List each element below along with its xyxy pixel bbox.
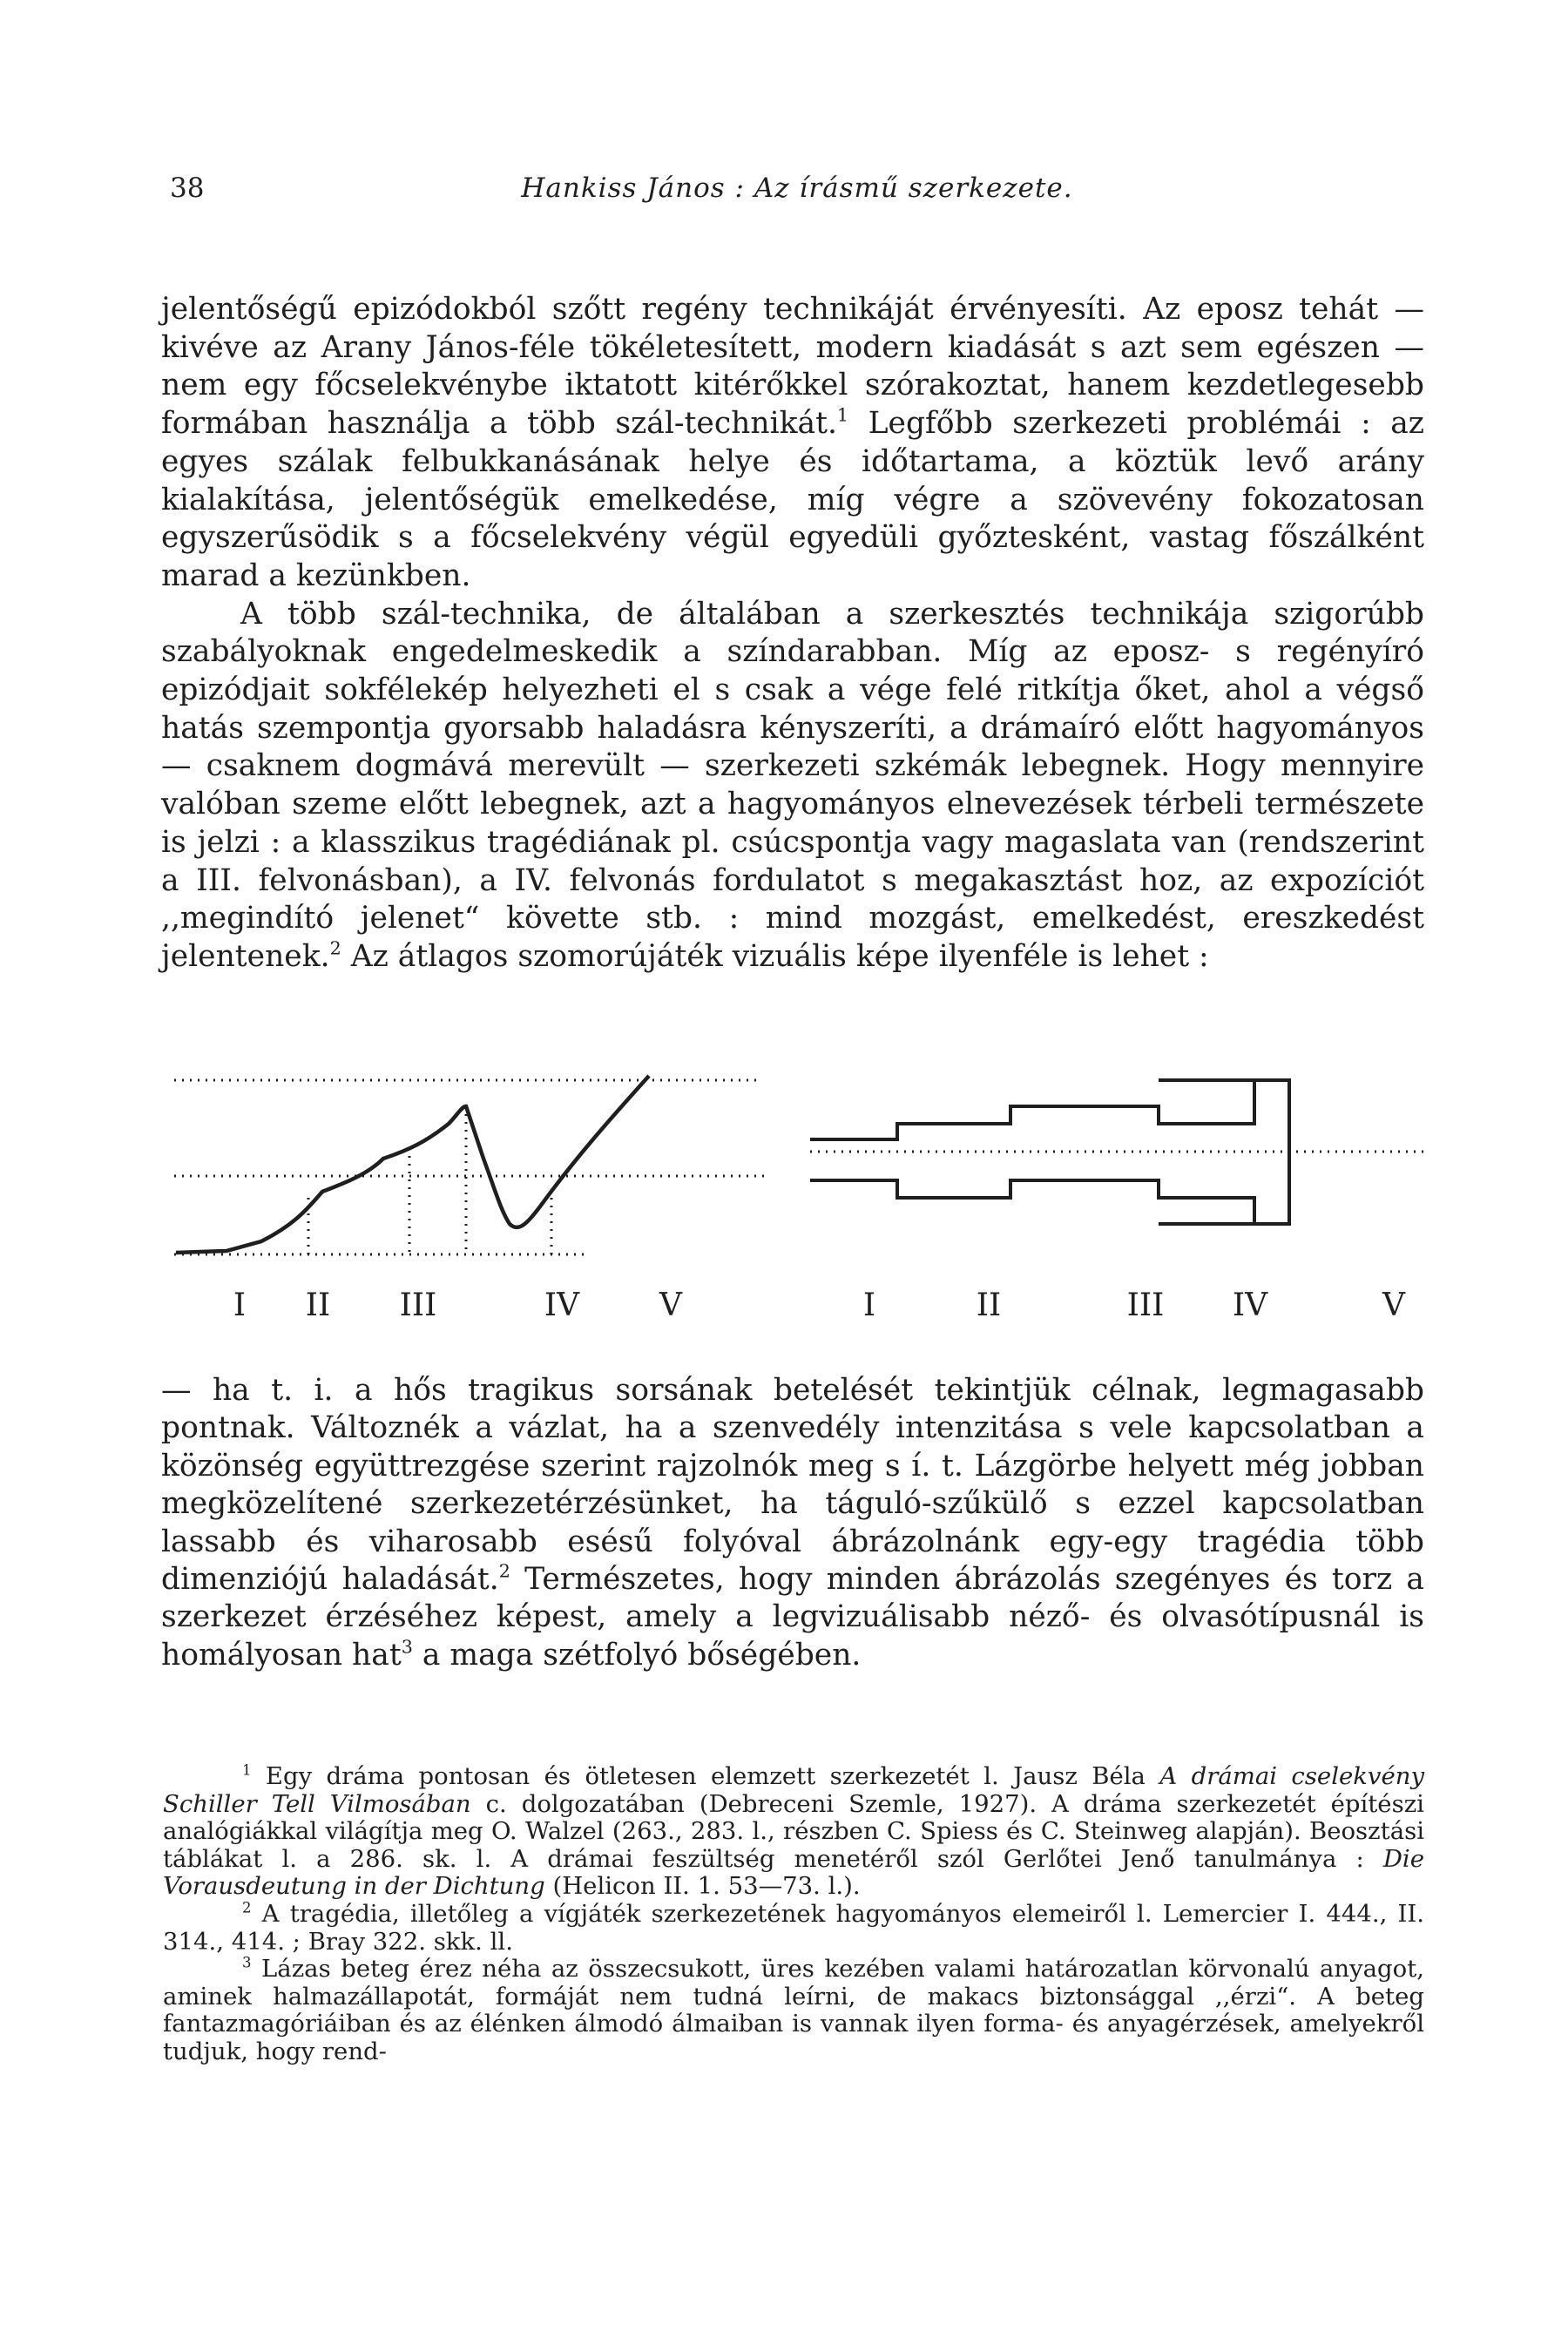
text-after-figure [161,1372,1424,1674]
label-right-2: II [976,1288,1002,1323]
footnote-3: $^3$ Lázas beteg érez néha az összecsukott, üres kezében valami határozatlan körvonalú anyagot, aminek halmazállapotát, formáját nem tudná leírni, de makacs biztonsággal ,,érzi“. A beteg fantazmagóriáiban és az élénken álmodó álmaiban is vannak ilyen forma- és anyagérzések, amelyekről tudjuk, hogy rend- [163,1954,1424,2065]
label-left-4: IV [544,1288,580,1323]
footnote-1: $^1$ Egy dráma pontosan és ötletesen elemzett szerkezetét l. Jausz Béla A drámai cselekvény Schiller Tell Vilmosában c. dolgozatában (Debreceni Szemle, 1927). A dráma szerkezetét építészi analógiákkal világítja meg O. Walzel (263., 283. l., részben C. Spiess és C. Steinweg alapján). Beosztási táblákat l. a 286. sk. l. A drámai feszültség menetéről szól Gerlőtei Jenő tanulmánya : Die Vorausdeutung in der Dichtung (Helicon II. 1. 53—73. l.). [163,1761,1424,1901]
main-text [161,291,1424,977]
footnote-ref-2: 2 [329,937,341,959]
running-head [170,172,1424,214]
footnotes [163,1763,1424,2066]
footnote-ref-1: 1 [836,404,849,426]
label-right-3: III [1126,1288,1165,1323]
tension-curve-diagram [174,1076,767,1254]
label-right-5: V [1382,1288,1405,1323]
page-number: 38 [170,172,205,204]
label-right-1: I [862,1288,876,1323]
paragraph-1: jelentőségű epizódokból szőtt regény technikáját érvényesíti. Az eposz tehát — kivéve az Arany János-féle tökéletesített, modern kiadását s azt sem egészen — nem egy főcselekvénybe iktatott kitérőkkel szórakoztat, hanem kezdetlegesebb formában használja a több szál-technikát.$^1$ Legfőbb szerkezeti problémái : az egyes szálak felbukkanásának helye és időtartama, a köztük levő arány kialakítása, jelentőségük emelkedése, míg végre a szövevény fokozatosan egyszerűsödik s a főcselekvény végül egyedüli győztesként, vastag főszálként marad a kezünkben. [161,292,1424,593]
footnote-ref-2b: 2 [498,1560,510,1582]
label-left-5: V [659,1288,682,1323]
footnote-2: $^2$ A tragédia, illetőleg a vígjáték szerkezetének hagyományos elemeiről l. Lemercier I. 444., II. 314., 414. ; Bray 322. skk. ll. [163,1899,1424,1956]
label-left-1: I [233,1288,247,1323]
label-left-2: II [305,1288,331,1323]
diagram-svg [157,1054,1429,1333]
paragraph-2: A több szál-technika, de általában a szerkesztés technikája szigorúbb szabályoknak engedelmeskedik a színdarabban. Míg az eposz- s regényíró epizódjait sokfélekép helyezheti el s csak a vége felé ritkítja őket, ahol a végső hatás szempontja gyorsabb haladásra kényszeríti, a drámaíró előtt hagyományos — csaknem dogmává merevült — szerkezeti szkémák lebegnek. Hogy mennyire valóban szeme előtt lebegnek, azt a hagyományos elnevezések térbeli természete is jelzi : a klasszikus tragédiának pl. csúcspontja vagy magaslata van (rendszerint a III. felvonásban), a IV. felvonás fordulatot s megakasztást hoz, az expozíciót ,,megindító jelenet“ követte stb. : mind mozgást, emelkedést, ereszkedést jelentenek.$^2$ Az átlagos szomorújáték vizuális képe ilyenféle is lehet : [161,596,1424,974]
label-right-4: IV [1232,1288,1268,1323]
running-title: Hankiss János : Az írásmű szerkezete. [521,172,1073,204]
label-left-3: III [399,1288,437,1323]
footnote-ref-3: 3 [401,1636,413,1658]
act-labels [233,1288,1406,1323]
tension-curve [176,1076,649,1253]
paragraph-3: — ha t. i. a hős tragikus sorsának betelését tekintjük célnak, legmagasabb pontnak. Változnék a vázlat, ha a szenvedély intenzitása s vele kapcsolatban a közönség együttrezgése szerint rajzolnók meg s í. t. Lázgörbe helyett még jobban megközelítené szerkezetérzésünket, ha táguló-szűkülő s ezzel kapcsolatban lassabb és viharosabb esésű folyóval ábrázolnánk egy-egy tragédia több dimenziójú haladását.$^2$ Természetes, hogy minden ábrázolás szegényes és torz a szerkezet érzéséhez képest, amely a legvizuálisabb néző- és olvasótípusnál is homályosan hat$^3$ a maga szétfolyó bőségében. [161,1373,1424,1673]
thread-diagram [810,1080,1429,1224]
structure-diagram [157,1054,1429,1333]
